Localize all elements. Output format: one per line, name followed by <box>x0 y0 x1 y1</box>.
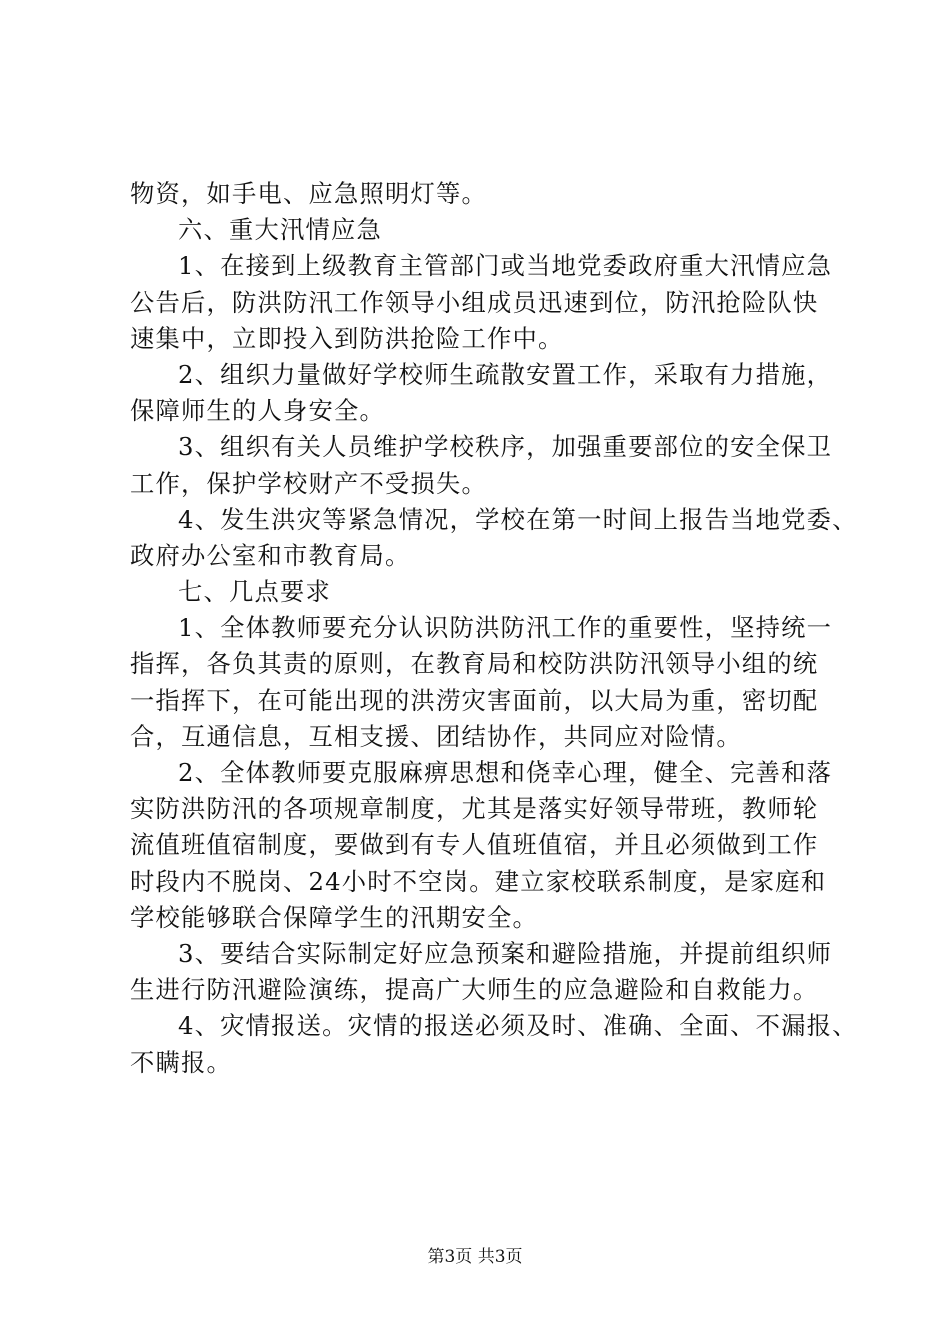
document-body <box>130 176 858 1081</box>
text-line: 保障师生的人身安全。 <box>130 396 385 426</box>
text-line: 生进行防汛避险演练，提高广大师生的应急避险和自救能力。 <box>130 975 819 1005</box>
page-number: 第3页 共3页 <box>427 1247 523 1267</box>
text-line: 不瞒报。 <box>130 1047 232 1077</box>
text-line: 公告后，防洪防汛工作领导小组成员迅速到位，防汛抢险队快 <box>130 287 819 317</box>
text-line: 政府办公室和市教育局。 <box>130 540 411 570</box>
text-line: 工作，保护学校财产不受损失。 <box>130 468 487 498</box>
text-line: 学校能够联合保障学生的汛期安全。 <box>130 902 538 932</box>
section-heading: 六、重大汛情应急 <box>178 215 382 245</box>
text-line: 速集中，立即投入到防洪抢险工作中。 <box>130 323 564 353</box>
text-line: 2、全体教师要克服麻痹思想和侥幸心理，健全、完善和落 <box>178 758 833 787</box>
text-line: 3、组织有关人员维护学校秩序，加强重要部位的安全保卫 <box>178 432 833 462</box>
text-line: 1、在接到上级教育主管部门或当地党委政府重大汛情应急 <box>178 251 833 281</box>
text-line: 一指挥下，在可能出现的洪涝灾害面前，以大局为重，密切配 <box>130 685 819 715</box>
text-line: 2、组织力量做好学校师生疏散安置工作，采取有力措施， <box>178 359 833 389</box>
text-line: 物资，如手电、应急照明灯等。 <box>130 179 487 208</box>
text-line: 指挥，各负其责的原则，在教育局和校防洪防汛领导小组的统 <box>130 649 819 679</box>
text-line: 合，互通信息，互相支援、团结协作，共同应对险情。 <box>130 721 742 751</box>
section-heading: 七、几点要求 <box>178 577 331 607</box>
text-line: 流值班值宿制度，要做到有专人值班值宿，并且必须做到工作 <box>130 830 819 860</box>
text-line: 4、灾情报送。灾情的报送必须及时、准确、全面、不漏报、 <box>178 1011 858 1041</box>
text-line: 1、全体教师要充分认识防洪防汛工作的重要性，坚持统一 <box>178 613 833 643</box>
page-footer <box>0 1247 950 1267</box>
text-line: 时段内不脱岗、24小时不空岗。建立家校联系制度，是家庭和 <box>130 866 827 896</box>
text-line: 3、要结合实际制定好应急预案和避险措施，并提前组织师 <box>178 938 833 968</box>
text-line: 4、发生洪灾等紧急情况，学校在第一时间上报告当地党委、 <box>178 504 858 534</box>
text-line: 实防洪防汛的各项规章制度，尤其是落实好领导带班，教师轮 <box>130 794 819 824</box>
